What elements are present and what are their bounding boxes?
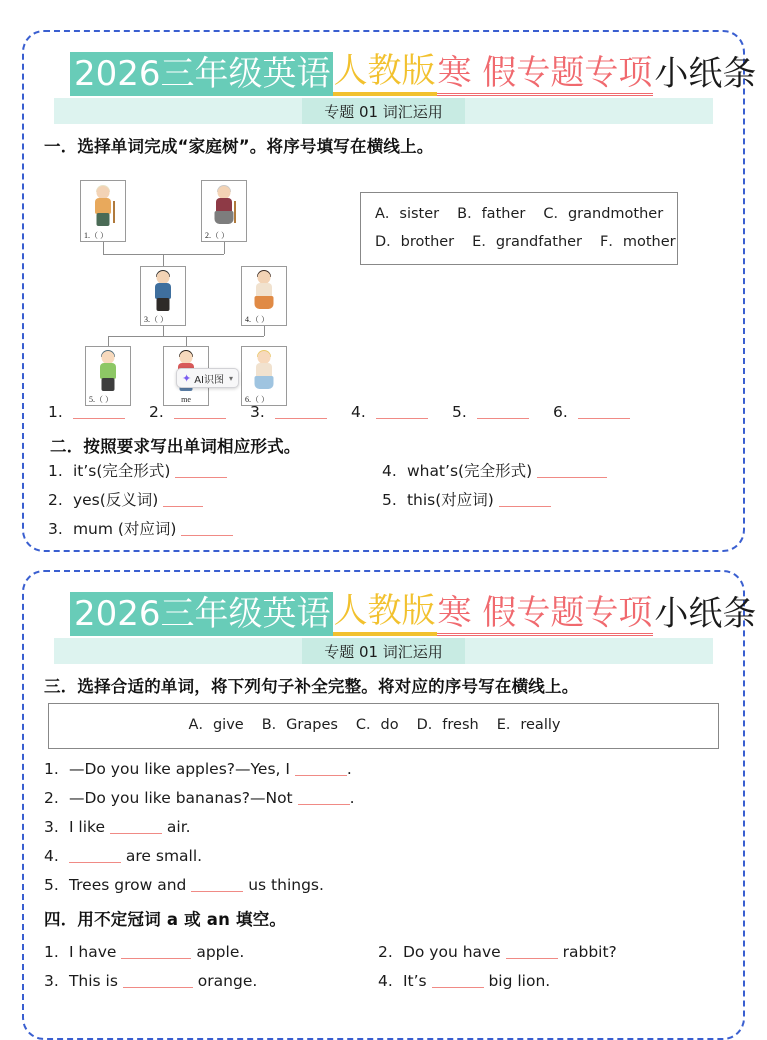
answer-number: 4. [351, 403, 366, 421]
question-text-after: air. [166, 817, 191, 836]
question-blank[interactable] [121, 958, 191, 959]
item-number: 5. [382, 491, 397, 509]
family-tree-caption-6: 6.（ ） [245, 395, 269, 404]
answer-blank-4[interactable] [376, 418, 428, 419]
mother-figure-icon [242, 267, 286, 315]
section-1-heading: 一．选择单词完成“家庭树”。将序号填写在横线上。 [44, 137, 434, 156]
brother-figure-icon [86, 347, 130, 395]
word-bank-option: A．give [188, 717, 244, 733]
question-number: 1. [44, 759, 59, 778]
answer-blank-6[interactable] [578, 418, 630, 419]
item-text: it’s(完全形式) [72, 462, 171, 480]
tree-connector [163, 326, 164, 336]
title-segment-edition: 人教版 [333, 49, 437, 96]
word-bank-option: E．really [496, 717, 561, 733]
section-2-heading: 二．按照要求写出单词相应形式。 [50, 437, 301, 456]
answer-blank-1[interactable] [73, 418, 125, 419]
question-text-after: rabbit? [562, 942, 617, 961]
tree-connector [186, 336, 187, 346]
section-ribbon [54, 98, 713, 124]
section-2-item [48, 488, 378, 510]
title-segment-brand: 小纸条 [654, 594, 757, 634]
family-tree-cell-5 [85, 346, 131, 406]
title-segment-topic: 寒 假专题专项 [437, 591, 654, 636]
question-text-before: Trees grow and [68, 875, 187, 894]
answer-number: 3. [250, 403, 265, 421]
word-bank-row [375, 201, 663, 229]
question-text-before: I like [68, 817, 106, 836]
worksheet-title [70, 48, 757, 96]
tree-connector [108, 336, 109, 346]
question-blank[interactable] [295, 775, 347, 776]
item-blank[interactable] [175, 477, 227, 478]
section-2-body [44, 452, 734, 539]
worksheet-card-1 [22, 30, 757, 552]
title-segment-grade: 2026三年级英语 [70, 592, 333, 636]
question-blank[interactable] [191, 891, 243, 892]
title-segment-edition: 人教版 [333, 589, 437, 636]
title-segment-topic: 寒 假专题专项 [437, 51, 654, 96]
family-tree-diagram [58, 180, 308, 404]
item-text: mum (对应词) [72, 520, 177, 538]
word-bank-section-3 [48, 703, 719, 749]
word-bank-option: C．grandmother [543, 206, 664, 222]
worksheet-title-2 [70, 588, 757, 636]
section-3-questions [40, 760, 727, 894]
ai-widget-label: AI识图 [194, 374, 225, 386]
section-4-heading: 四．用不定冠词 a 或 an 填空。 [44, 909, 287, 929]
family-tree-caption-4: 4.（ ） [245, 315, 269, 324]
tree-connector [103, 242, 104, 254]
family-tree-cell-6 [241, 346, 287, 406]
answer-blank-2[interactable] [174, 418, 226, 419]
question-number: 2. [44, 788, 59, 807]
item-blank[interactable] [163, 506, 203, 507]
question-text-after: . [349, 788, 355, 807]
grandmother-figure-icon [202, 181, 246, 231]
question-text-before: —Do you like apples?—Yes, I [68, 759, 290, 778]
question-text-before: I have [68, 942, 117, 961]
tree-connector [224, 242, 225, 254]
section-2-item [382, 488, 551, 510]
family-tree-caption-5: 5.（ ） [89, 395, 113, 404]
word-bank-option: E．grandfather [472, 233, 583, 250]
word-bank-row [63, 712, 704, 740]
question-text-after: us things. [248, 875, 324, 894]
question-blank[interactable] [123, 987, 193, 988]
family-tree-cell-1 [80, 180, 126, 242]
family-tree-cell-2 [201, 180, 247, 242]
item-text: yes(反义词) [72, 491, 159, 509]
question-number: 3. [44, 971, 59, 990]
chevron-down-icon[interactable]: ▾ [229, 373, 234, 383]
section-4-question [44, 943, 374, 961]
section-1-answer-row [48, 403, 738, 421]
section-4-questions [40, 936, 727, 990]
item-blank[interactable] [537, 477, 607, 478]
question-text-after: big lion. [488, 971, 551, 990]
question-text-after: orange. [197, 971, 258, 990]
section-3-question [44, 760, 727, 778]
question-blank[interactable] [506, 958, 558, 959]
word-bank-option: B．father [457, 206, 526, 222]
section-4-question [378, 972, 550, 990]
answer-blank-3[interactable] [275, 418, 327, 419]
grandfather-figure-icon [81, 181, 125, 231]
answer-number: 6. [553, 403, 568, 421]
answer-blank-5[interactable] [477, 418, 529, 419]
question-blank[interactable] [110, 833, 162, 834]
question-number: 3. [44, 817, 59, 836]
question-text-before: This is [68, 971, 118, 990]
section-2-item [48, 517, 378, 539]
question-blank[interactable] [298, 804, 350, 805]
title-segment-brand: 小纸条 [654, 54, 757, 94]
family-tree-caption-2: 2.（ ） [205, 231, 229, 240]
item-text: this(对应词) [406, 491, 494, 509]
section-3-question [44, 876, 727, 894]
word-bank-option: D．fresh [416, 717, 479, 733]
family-tree-caption-me: me [181, 395, 191, 404]
question-number: 4. [44, 846, 59, 865]
section-ribbon-label: 专题 01 词汇运用 [302, 638, 465, 664]
word-bank-option: A．sister [375, 206, 440, 222]
answer-number: 2. [149, 403, 164, 421]
word-bank-option: D．brother [375, 233, 455, 250]
sister-figure-icon [242, 347, 286, 395]
family-tree-caption-1: 1.（ ） [84, 231, 108, 240]
father-figure-icon [141, 267, 185, 315]
section-3-question [44, 818, 727, 836]
question-text-after: are small. [125, 846, 203, 865]
section-4-question [44, 972, 374, 990]
question-text-after: . [346, 759, 352, 778]
item-number: 1. [48, 462, 63, 480]
section-ribbon-2 [54, 638, 713, 664]
question-blank[interactable] [432, 987, 484, 988]
question-number: 5. [44, 875, 59, 894]
section-3-heading: 三．选择合适的单词，将下列句子补全完整。将对应的序号写在横线上。 [44, 677, 579, 696]
item-number: 2. [48, 491, 63, 509]
ai-image-recognition-widget[interactable] [176, 368, 239, 388]
question-text-before: —Do you like bananas?—Not [68, 788, 293, 807]
word-bank-option: B．Grapes [261, 717, 338, 733]
section-3-question [44, 789, 727, 807]
question-number: 2. [378, 942, 393, 961]
question-text-after: apple. [196, 942, 245, 961]
section-2-item [382, 459, 607, 481]
question-blank[interactable] [69, 862, 121, 863]
item-text: what’s(完全形式) [406, 462, 533, 480]
section-2-item [48, 459, 378, 481]
section-ribbon-label: 专题 01 词汇运用 [302, 98, 465, 124]
item-blank[interactable] [181, 535, 233, 536]
question-text-before: Do you have [402, 942, 501, 961]
item-number: 4. [382, 462, 397, 480]
section-4-question [378, 943, 617, 961]
sparkle-icon: ✦ [182, 371, 192, 385]
family-tree-cell-4 [241, 266, 287, 326]
family-tree-cell-3 [140, 266, 186, 326]
item-blank[interactable] [499, 506, 551, 507]
question-number: 1. [44, 942, 59, 961]
section-3-question [44, 847, 727, 865]
item-number: 3. [48, 520, 63, 538]
question-text-before: It’s [402, 971, 427, 990]
tree-connector [264, 326, 265, 336]
word-bank-option: F．mother [600, 233, 676, 250]
word-bank-row [375, 229, 676, 257]
question-number: 4. [378, 971, 393, 990]
word-bank-option: C．do [355, 717, 399, 733]
family-tree-caption-3: 3.（ ） [144, 315, 168, 324]
answer-number: 5. [452, 403, 467, 421]
tree-connector [163, 254, 164, 266]
worksheet-card-2 [22, 570, 757, 1040]
answer-number: 1. [48, 403, 63, 421]
title-segment-grade: 2026三年级英语 [70, 52, 333, 96]
word-bank-section-1 [360, 192, 678, 265]
